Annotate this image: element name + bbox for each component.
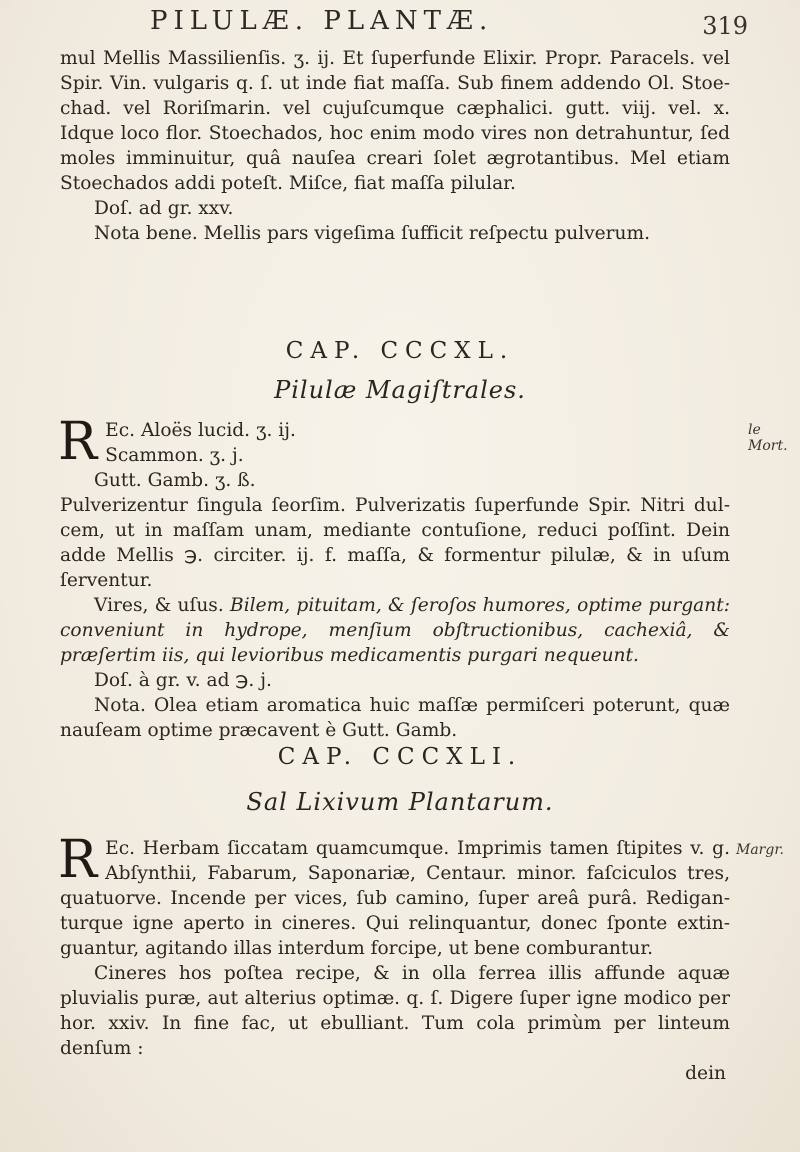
herb-paragraph: [58, 830, 730, 961]
page-number: 319: [702, 12, 748, 40]
vires-italic: Bilem, pituitam, & ſeroſos humores, optime purgant: conveniunt in hydrope, menſium obſtructionibus, cachexiâ, & præſertim iis, qui levioribus medicamentis purgari nequeunt.: [60, 595, 730, 666]
continuation-paragraph: mul Mellis Massilienſis. ʒ. ij. Et ſuperfunde Elixir. Propr. Paracels. vel Spir. Vin. vulgaris q. ſ. ut inde fiat maſſa. Sub finem addendo Ol. Stoe-chad. vel Roriſmarin. vel cujuſcumque cæphalici. gutt. viij. vel. x. Idque loco flor. Stoechados, hoc enim modo vires non detrahuntur, ſed moles imminuitur, quâ nauſea creari ſolet ægrotantibus. Mel etiam Stoechados addi poteſt. Miſce, fiat maſſa pilular.: [60, 48, 730, 194]
dose-line-340: Doſ. à gr. v. ad ℈. j.: [94, 670, 272, 691]
vires-paragraph: [60, 593, 730, 668]
dropcap-340: R: [58, 412, 98, 472]
dropcap-341: R: [58, 830, 98, 890]
nota-bene-line: Nota bene. Mellis pars vigeſima ſufficit reſpectu pulverum.: [94, 223, 651, 244]
cineres-paragraph: Cineres hos poſtea recipe, & in olla ferrea illis affunde aquæ pluvialis puræ, aut alterius optimæ. q. ſ. Digere ſuper igne modico per hor. xxiv. In fine fac, ut ebulliant. Tum cola primùm per linteum denſum :: [60, 963, 730, 1059]
chapter-341-body: [58, 830, 730, 1086]
margin-note-340: le Mort.: [748, 422, 788, 454]
chapter-heading-341: CAP. CCCXLI.: [277, 744, 523, 770]
herb-text: Ec. Herbam ſiccatam quamcumque. Imprimis tamen ſtipites v. g. Abſynthii, Fabarum, Saponariæ, Centaur. minor. faſciculos tres, quatuorve. Incende per vices, ſub camino, ſuper areâ purâ. Redigan-turque igne aperto in cineres. Qui relinquantur, donec ſponte extin-guantur, agitando illas interdum forcipe, ut bene comburantur.: [60, 838, 730, 959]
margin-note-341: Margr.: [736, 842, 784, 858]
recipe-aloes: Ec. Aloës lucid. ʒ. ij.: [105, 420, 296, 441]
chapter-340-body: [58, 412, 730, 743]
continuation-block: [60, 46, 730, 246]
chapter-title-340: Pilulæ Magiſtrales.: [274, 376, 526, 404]
nota-line-340: Nota. Olea etiam aromatica huic maſſæ permiſceri poterunt, quæ nauſeam optime præcavent è Gutt. Gamb.: [60, 695, 730, 741]
chapter-title-341: Sal Lixivum Plantarum.: [246, 788, 554, 816]
recipe-scammon: Scammon. ʒ. j.: [105, 445, 244, 466]
preparation-paragraph: Pulverizentur ſingula ſeorſim. Pulverizatis ſuperfunde Spir. Nitri dul-cem, ut in maſſam unam, mediante contuſione, reduci poſſint. Dein adde Mellis ℈. circiter. ij. f. maſſa, & formentur pilulæ, & in uſum ſerventur.: [60, 495, 730, 591]
running-head: PILULÆ. PLANTÆ.: [150, 6, 494, 36]
recipe-gutt-gamb: Gutt. Gamb. ʒ. ß.: [94, 470, 256, 491]
vires-lead: Vires, & uſus.: [94, 595, 224, 616]
catchword: dein: [685, 1063, 726, 1084]
dose-line: Doſ. ad gr. xxv.: [94, 198, 234, 219]
chapter-heading-340: CAP. CCCXL.: [285, 338, 515, 364]
